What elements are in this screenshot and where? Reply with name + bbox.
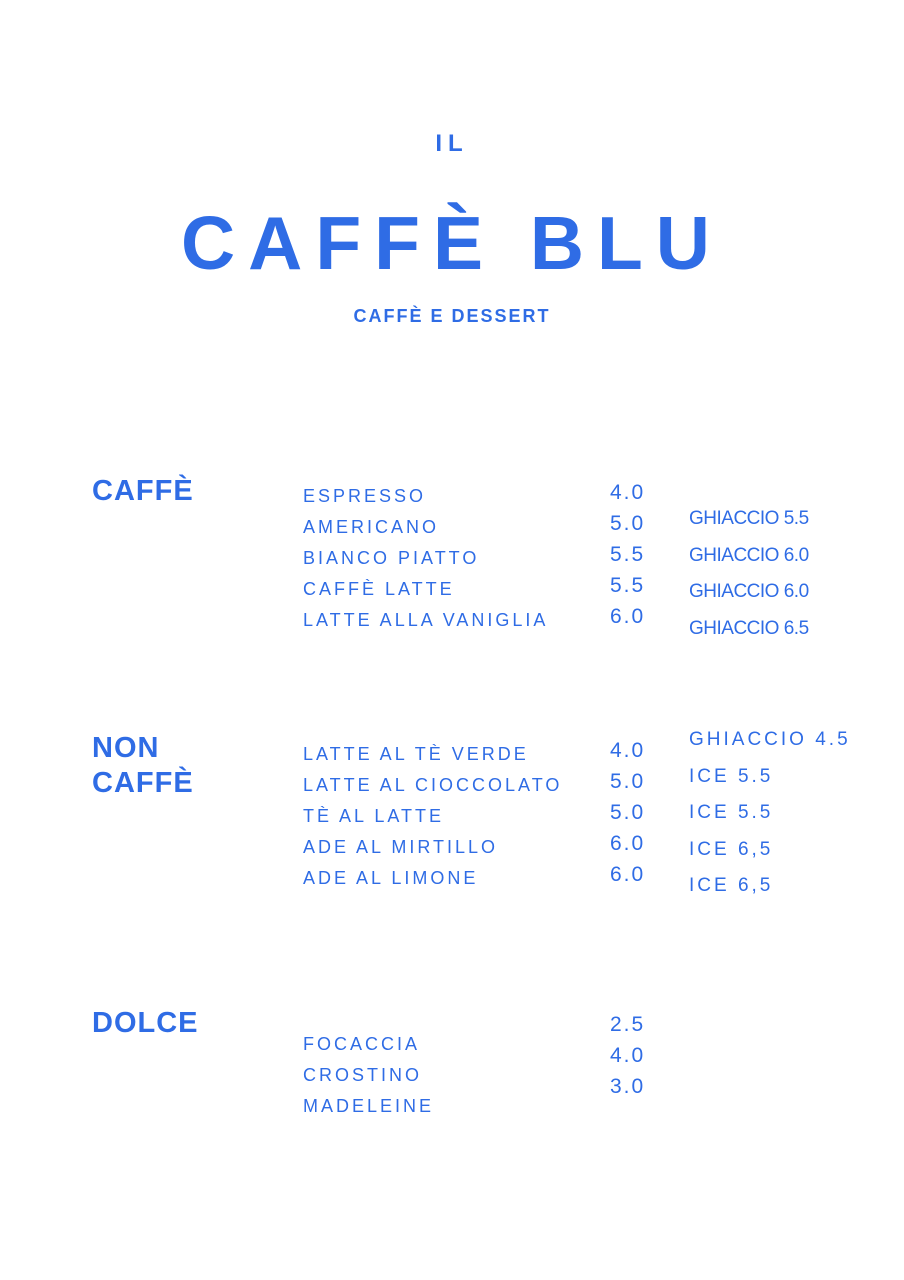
menu-item: LATTE AL TÈ VERDE (303, 744, 529, 764)
menu-item: CAFFÈ LATTE (303, 579, 455, 599)
menu-item: CROSTINO (303, 1065, 423, 1085)
menu-item: MADELEINE (303, 1096, 435, 1116)
dolce-item-list (303, 1029, 434, 1122)
menu-price: 5.0 (610, 801, 646, 824)
iced-price: GHIACCIO 5.5 (689, 508, 809, 529)
menu-price: 6.0 (610, 605, 646, 628)
caffe-item-list (303, 481, 548, 636)
non-caffe-price-list (610, 735, 645, 890)
section-title-caffe: CAFFÈ (92, 475, 194, 507)
iced-price: ICE 6,5 (689, 838, 774, 860)
menu-price: 5.5 (610, 574, 646, 597)
menu-item: ADE AL MIRTILLO (303, 837, 499, 857)
menu-item: ESPRESSO (303, 486, 427, 506)
menu-item: LATTE AL CIOCCOLATO (303, 775, 563, 795)
menu-price: 2.5 (610, 1013, 646, 1036)
iced-price: GHIACCIO 6.0 (689, 544, 809, 566)
non-caffe-iced-list (689, 722, 851, 905)
iced-price: GHIACCIO 4.5 (689, 729, 851, 750)
caffe-iced-list (689, 501, 809, 647)
iced-price: ICE 5.5 (689, 802, 774, 823)
iced-price: ICE 6,5 (689, 875, 774, 896)
menu-item: ADE AL LIMONE (303, 868, 479, 888)
menu-item: LATTE ALLA VANIGLIA (303, 610, 549, 630)
menu-item: BIANCO PIATTO (303, 548, 480, 568)
menu-price: 5.0 (610, 770, 646, 793)
menu-price: 6.0 (610, 863, 646, 886)
brand-prefix: IL (435, 130, 469, 157)
section-title-dolce: DOLCE (92, 1007, 199, 1039)
caffe-price-list (610, 477, 645, 632)
menu-price: 5.0 (610, 512, 646, 535)
iced-price: ICE 5.5 (689, 765, 774, 787)
section-title-line: CAFFÈ (92, 767, 194, 799)
menu-item: AMERICANO (303, 517, 440, 537)
brand-name: CAFFÈ BLU (181, 201, 723, 285)
menu-price: 4.0 (610, 739, 646, 762)
iced-price: GHIACCIO 6.0 (689, 581, 809, 602)
brand-tagline: CAFFÈ E DESSERT (353, 306, 551, 326)
menu-price: 4.0 (610, 1044, 646, 1067)
menu-item: TÈ AL LATTE (303, 806, 445, 826)
section-title-non-caffe (92, 731, 194, 801)
section-title-line: NON (92, 732, 160, 764)
menu-item: FOCACCIA (303, 1034, 421, 1054)
dolce-price-list (610, 1009, 645, 1102)
menu-price: 4.0 (610, 481, 646, 504)
non-caffe-item-list (303, 739, 562, 894)
iced-price: GHIACCIO 6.5 (689, 617, 809, 639)
menu-price: 6.0 (610, 832, 646, 855)
menu-price: 5.5 (610, 543, 646, 566)
menu-price: 3.0 (610, 1075, 646, 1098)
